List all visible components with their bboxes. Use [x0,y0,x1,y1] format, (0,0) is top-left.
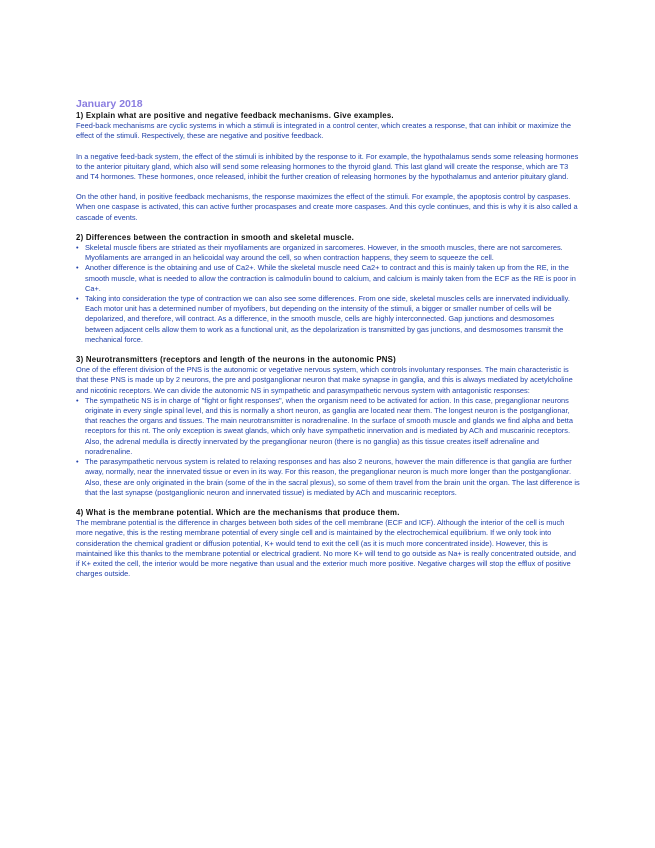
q3-bullet-list [76,396,581,498]
question-3-heading: 3) Neurotransmitters (receptors and length of the neurons in the autonomic PNS) [76,355,396,365]
question-1-heading: 1) Explain what are positive and negative feedback mechanisms. Give examples. [76,111,394,120]
section-q2 [76,233,581,345]
q3-intro: One of the efferent division of the PNS is the autonomic or vegetative nervous system, which controls involuntary responses. The main characteristic is that these PNS is made up by 2 neurons, the pre and postganglionar neuron that make synapse in ganglia, and this is always mediated by acetylcholine and nicotinic receptors. We can divide the autonomic NS in sympathetic and parasympathetic nervous system with antagonistic responses: [76,365,573,395]
bullet-icon: • [76,395,79,405]
bullet-icon: • [76,263,79,273]
bullet-icon: • [76,457,79,467]
section-q4 [76,508,581,579]
question-2-heading: 2) Differences between the contraction in smooth and skeletal muscle. [76,232,355,242]
document-page [76,98,581,579]
list-item: • The sympathetic NS is in charge of "fight or fight responses", when the organism need to be activated for action. In this case, preganglionar neurons originate in every single spinal level, and this is normally a short neuron, as ganglia are located near them. The longest neuron is the postganglionar, that reaches the organs and tissues. The main neurotransmitter is noradrenaline. In the surface of smooth muscle and glands we find alpha and betta receptors for this nt. The only exception is sweat glands, which only have sympathetic innervation and is mediated by ACh and muscarinic receptors. Also, the adrenal medulla is directly innervated by the preganglionar neuron (there is no ganglia) as this tissue creates itself adrenaline and noradrenaline. [76,395,573,456]
list-item: • Skeletal muscle fibers are striated as their myofilaments are organized in sarcomeres. However, in the smooth muscles, there are not sarcomeres. Myofilaments are arranged in an helicoidal way around the cell, so when contraction happens, they seem to squeeze the cell. [76,243,563,263]
section-q3 [76,355,581,498]
list-item: • Another difference is the obtaining and use of Ca2+. While the skeletal muscle need Ca2+ to contract and this is mainly taken up from the RE, in the smooth muscle, what is needed to allow the contraction is calmodulin bound to calcium, and calcium is mainly taken from the ECF as the RE is poor in Ca+. [76,263,576,293]
question-4-heading: 4) What is the membrane potential. Which are the mechanisms that produce them. [76,507,400,517]
q2-bullet-list [76,243,581,345]
list-item: • The parasympathetic nervous system is related to relaxing responses and has also 2 neurons, however the main difference is that ganglia are further away, normally, near the innervated tissue or even in its way. For this reason, the preganglionar neuron is much more longer than the postganglionar. Also, these are only originated in the brain (some of the in the sacral plexus), so some of them travel from the brain unit the organ. The last difference is that the last synapse (postganglionic neuron and innervated tissue) is mediated by ACh and muscarinic receptors. [76,457,580,497]
list-item: • Taking into consideration the type of contraction we can also see some differences. From one side, skeletal muscles cells are innervated individually. Each motor unit has a determined number of myofibers, but depending on the intensity of the stimuli, a bigger or smaller number of cells will be depolarized, and therefore, will contract. As a difference, in the smooth muscle, cells are highly interconnected. Gap junctions and desmosomes between adjacent cells allow them to work as a functional unit, as the depolarization is transmitted by gas junctions, and desmosomes transmit the mechanical force. [76,294,570,344]
q1-paragraph-2: In a negative feed-back system, the effect of the stimuli is inhibited by the response to it. For example, the hypothalamus sends some releasing hormones to the anterior pituitary gland, which also will send some releasing hormones to the thyroid gland. This last gland will create the response, which are T3 and T4 hormones. These hormones, once released, inhibit the further creation of releasing hormones by the hypothalamus and anterior pituitary gland. [76,151,579,182]
bullet-icon: • [76,294,79,304]
q4-paragraph: The membrane potential is the difference in charges between both sides of the cell membrane (ECF and ICF). Although the interior of the cell is much more negative, this is the resting membrane potential of every single cell and is maintained by the electrochemical equilibrium. If we only took into consideration the chemical gradient or diffusion potential, K+ would tend to exit the cell (as it is much more concentrated inside). However, this is maintained like this thanks to the membrane potential or electrical gradient. No more K+ will tend to go outside as Na+ is really concentrated outside, and if K+ exited the cell, the interior would be more negative than usual and the exterior much more positive. Negative charges will stop the efflux of positive charges outside. [76,518,576,579]
q1-paragraph-1: Feed-back mechanisms are cyclic systems in which a stimuli is integrated in a control center, which creates a response, that can inhibit or maximize the effect of the stimuli. Respectively, these are negative and positive feedback. [76,121,571,141]
bullet-icon: • [76,243,79,253]
q1-paragraph-3: On the other hand, in positive feedback mechanisms, the response maximizes the effect of the stimuli. For example, the apoptosis control by caspases. When one caspase is activated, this can active further procaspases and create more caspases. And this cycle continues, and this is why it is also called a cascade of events. [76,192,578,222]
section-q1 [76,111,581,223]
document-title: January 2018 [76,98,143,110]
